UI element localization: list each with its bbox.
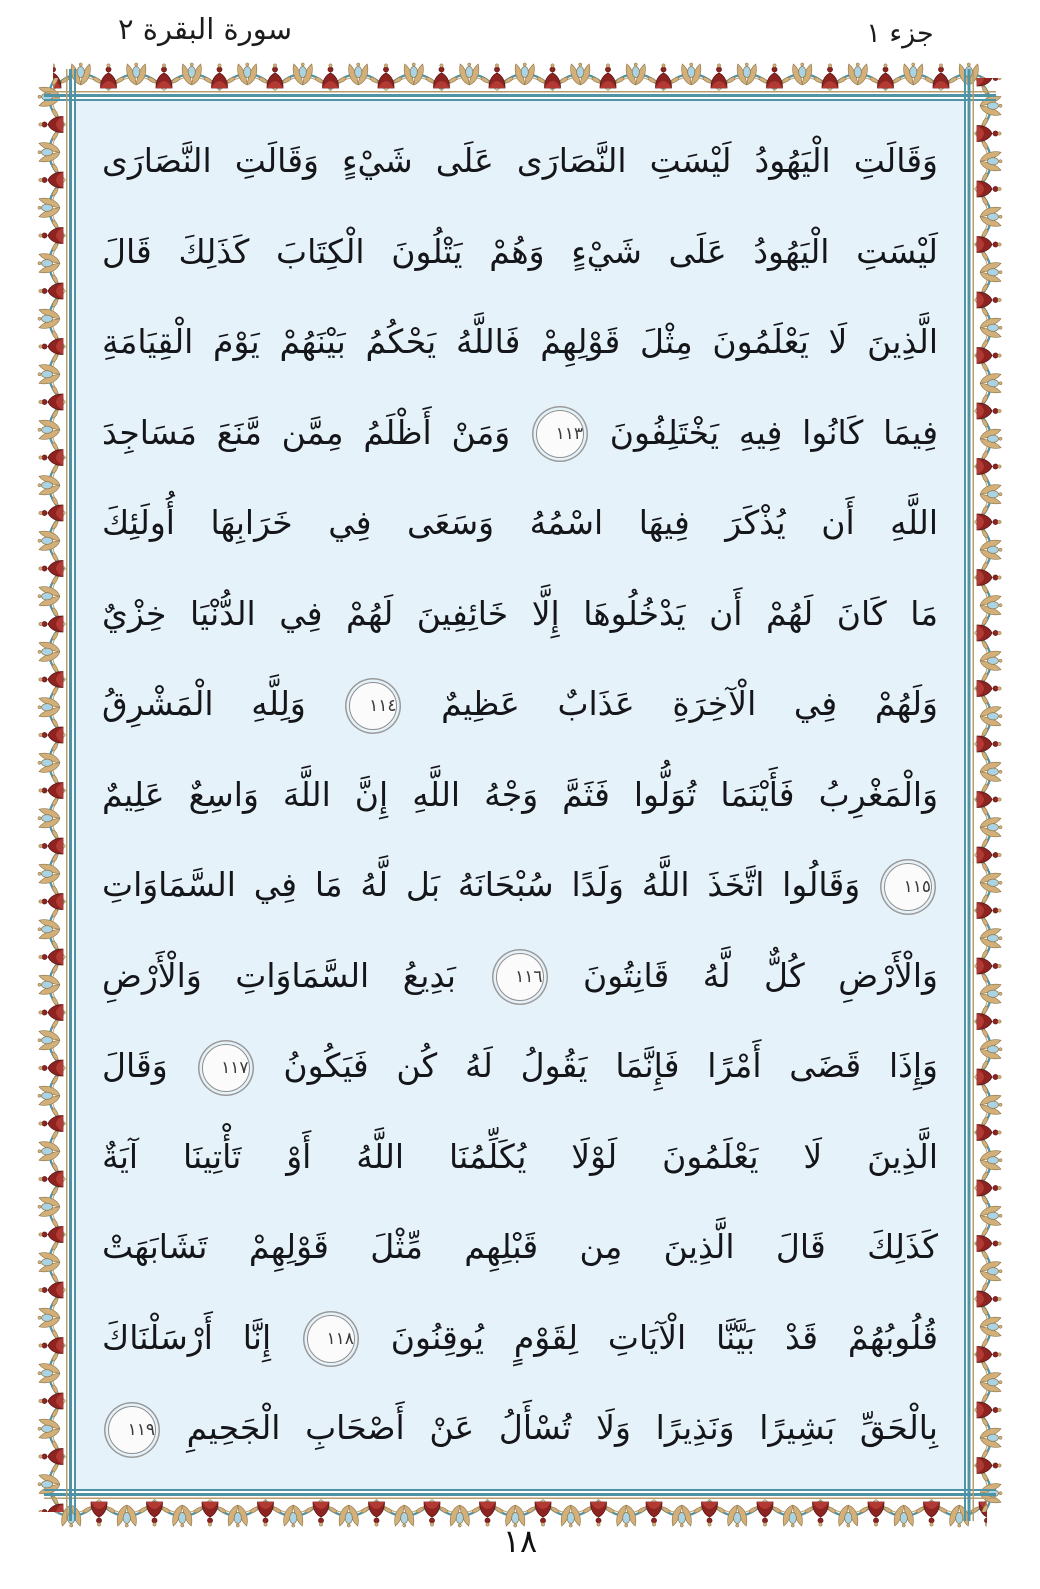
verse-text: وَمَنْ أَظْلَمُ مِمَّن مَّنَعَ مَسَاجِدَ xyxy=(102,412,511,452)
verse-text: كَذَلِكَ قَالَ الَّذِينَ مِن قَبْلِهِم مِّثْلَ قَوْلِهِمْ تَشَابَهَتْ xyxy=(102,1227,938,1266)
quran-line xyxy=(102,388,938,479)
verse-text: وَقَالَ xyxy=(102,1046,168,1085)
verse-text: وَالْأَرْضِ كُلٌّ لَّهُ قَانِتُونَ xyxy=(583,955,938,995)
ayah-marker: ١١٦ xyxy=(496,953,544,1001)
quran-line xyxy=(102,569,938,660)
quran-line xyxy=(102,1112,938,1203)
verse-text: وَقَالَتِ الْيَهُودُ لَيْسَتِ النَّصَارَى عَلَى شَيْءٍ وَقَالَتِ النَّصَارَى xyxy=(102,141,938,180)
quran-line xyxy=(102,840,938,931)
verse-text: وَلِلَّهِ الْمَشْرِقُ xyxy=(102,684,306,723)
verse-text: وَإِذَا قَضَى أَمْرًا فَإِنَّمَا يَقُولُ لَهُ كُن فَيَكُونُ xyxy=(283,1046,938,1085)
quran-line xyxy=(102,1293,938,1384)
verse-text: وَلَهُمْ فِي الْآخِرَةِ عَذَابٌ عَظِيمٌ xyxy=(441,684,938,723)
quran-line xyxy=(102,207,938,298)
ayah-marker: ١١٤ xyxy=(349,682,397,730)
verse-text: بَدِيعُ السَّمَاوَاتِ وَالْأَرْضِ xyxy=(102,955,456,995)
verse-text: فِيمَا كَانُوا فِيهِ يَخْتَلِفُونَ xyxy=(609,412,938,452)
verse-text: بِالْحَقِّ بَشِيرًا وَنَذِيرًا وَلَا تُسْأَلُ عَنْ أَصْحَابِ الْجَحِيمِ xyxy=(186,1408,938,1447)
verse-text: الَّذِينَ لَا يَعْلَمُونَ لَوْلَا يُكَلِّمُنَا اللَّهُ أَوْ تَأْتِينَا آيَةٌ xyxy=(102,1136,938,1176)
page-number: ١٨ xyxy=(502,1522,538,1560)
verse-text: لَيْسَتِ الْيَهُودُ عَلَى شَيْءٍ وَهُمْ يَتْلُونَ الْكِتَابَ كَذَلِكَ قَالَ xyxy=(102,231,938,271)
surah-title: سورة البقرة ٢ xyxy=(117,12,292,46)
quran-text-panel xyxy=(76,101,964,1489)
juz-label: جزء ١ xyxy=(866,18,934,49)
ayah-marker: ١١٥ xyxy=(884,863,932,911)
quran-line xyxy=(102,659,938,750)
quran-line xyxy=(102,1383,938,1474)
verse-text: وَالْمَغْرِبُ فَأَيْنَمَا تُوَلُّوا فَثَمَّ وَجْهُ اللَّهِ إِنَّ اللَّهَ وَاسِعٌ عَلِيمٌ xyxy=(102,774,938,814)
ayah-marker: ١١٩ xyxy=(108,1406,156,1454)
verse-text: وَقَالُوا اتَّخَذَ اللَّهُ وَلَدًا سُبْحَانَهُ بَل لَّهُ مَا فِي السَّمَاوَاتِ xyxy=(102,865,861,904)
ayah-marker: ١١٨ xyxy=(307,1315,355,1363)
quran-line xyxy=(102,478,938,569)
ayah-marker: ١١٧ xyxy=(202,1044,250,1092)
quran-line xyxy=(102,297,938,388)
verse-text: إِنَّا أَرْسَلْنَاكَ xyxy=(102,1317,272,1357)
verse-text: مَا كَانَ لَهُمْ أَن يَدْخُلُوهَا إِلَّا خَائِفِينَ لَهُمْ فِي الدُّنْيَا خِزْيٌ xyxy=(102,593,938,633)
quran-line xyxy=(102,1021,938,1112)
verse-text: اللَّهِ أَن يُذْكَرَ فِيهَا اسْمُهُ وَسَعَى فِي خَرَابِهَا أُولَئِكَ xyxy=(102,503,938,542)
verse-text: قُلُوبُهُمْ قَدْ بَيَّنَّا الْآيَاتِ لِقَوْمٍ يُوقِنُونَ xyxy=(390,1317,938,1357)
quran-line xyxy=(102,116,938,207)
quran-line xyxy=(102,931,938,1022)
ayah-marker: ١١٣ xyxy=(536,410,584,458)
quran-line xyxy=(102,750,938,841)
quran-line xyxy=(102,1202,938,1293)
verse-text: الَّذِينَ لَا يَعْلَمُونَ مِثْلَ قَوْلِهِمْ فَاللَّهُ يَحْكُمُ بَيْنَهُمْ يَوْمَ الْقِيَامَةِ xyxy=(102,322,938,361)
